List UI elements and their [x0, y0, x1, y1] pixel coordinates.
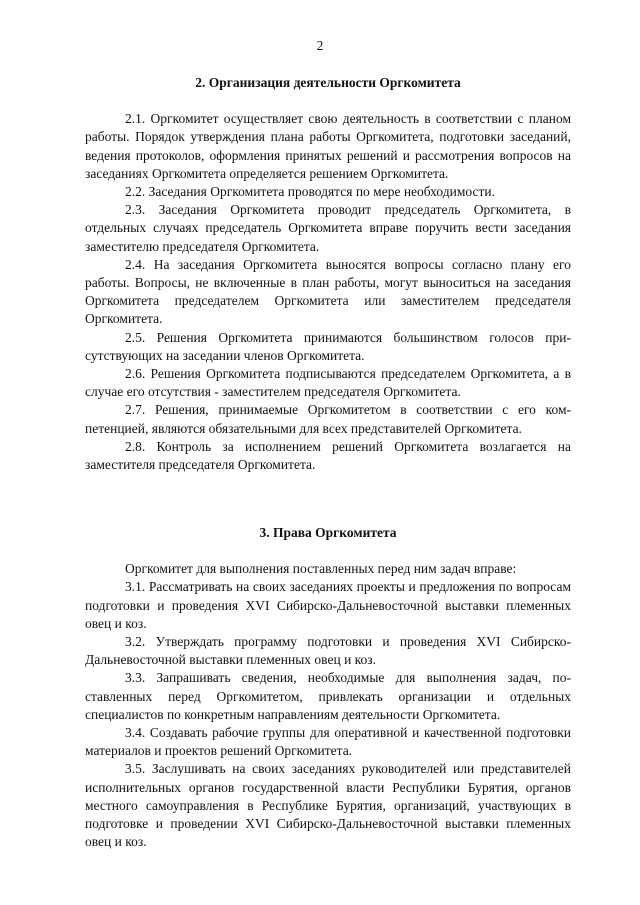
- paragraph-2-6: 2.6. Решения Оргкомитета подписываются председателем Оргкомитета, а в случае его отсутствия - заместителем председателя Оргкомитета.: [85, 366, 571, 400]
- paragraph-3-1: 3.1. Рассматривать на своих заседаниях проекты и предложения по вопросам подготовки и проведения XVI Сибирско-Дальневосточной выставки племенных овец и коз.: [85, 579, 571, 631]
- paragraph-intro: Оргкомитет для выполнения поставленных перед ним задач вправе:: [125, 561, 517, 577]
- paragraph-2-8: 2.8. Контроль за исполнением решений Оргкомитета возлагается на заместителя председателя Оргкомитета.: [85, 438, 571, 473]
- paragraph-2-7: 2.7. Решения, принимаемые Оргкомитетом в соответствии с его компетенцией, являются обязательными для всех представителей Оргкомитета.: [85, 402, 571, 436]
- paragraph-3-4: 3.4. Создавать рабочие группы для оперативной и качественной подготовки материалов и проектов решений Оргкомитета.: [85, 725, 571, 759]
- section-rights: [85, 524, 571, 851]
- section-heading: 3. Права Оргкомитета: [259, 525, 397, 540]
- paragraph-3-5: 3.5. Заслушивать на своих заседаниях руководителей или представителей исполнительных органов государственной власти Республики Бурятия, органов местного самоуправления в Республике Бурятия, организаций, участвующих в подготовке и проведении XVI Сибирско-Дальневосточной выставки племенных овец и коз.: [85, 761, 571, 850]
- paragraph-2-1: 2.1. Оргкомитет осуществляет свою деятельность в соответствии с планом работы. Порядок утверждения плана работы Оргкомитета, подготовки заседаний, ведения протоколов, оформления принятых решений и рассмотрения вопросов на заседаниях Оргкомитета определяется решением Оргкомитета.: [85, 111, 571, 181]
- paragraph-2-4: 2.4. На заседания Оргкомитета выносятся вопросы согласно плану его работы. Вопросы, не включенные в план работы, могут выноситься на заседания Оргкомитета председателем Оргкомитета или заместителем председателя Оргкомитета.: [85, 256, 571, 327]
- paragraph-2-2: 2.2. Заседания Оргкомитета проводятся по мере необходимости.: [125, 184, 495, 200]
- paragraph-3-3: 3.3. Запрашивать сведения, необходимые для выполнения задач, поставленных перед Оргкомитетом, привлекать организации и отдельных специалистов по конкретным направлениям деятельности Оргкомитета.: [85, 670, 571, 722]
- page-number: 2: [316, 38, 324, 53]
- paragraph-3-2: 3.2. Утверждать программу подготовки и проведения XVI Сибирско-Дальневосточной выставки племенных овец и коз.: [85, 634, 571, 668]
- section-heading: 2. Организация деятельности Оргкомитета: [195, 75, 461, 90]
- paragraph-2-3: 2.3. Заседания Оргкомитета проводит председатель Оргкомитета, в отдельных случаях председатель Оргкомитета вправе поручить вести заседания заместителю председателя Оргкомитета.: [85, 202, 571, 254]
- paragraph-2-5: 2.5. Решения Оргкомитета принимаются большинством голосов присутствующих на заседании членов Оргкомитета.: [85, 329, 571, 363]
- section-organization: [85, 74, 571, 474]
